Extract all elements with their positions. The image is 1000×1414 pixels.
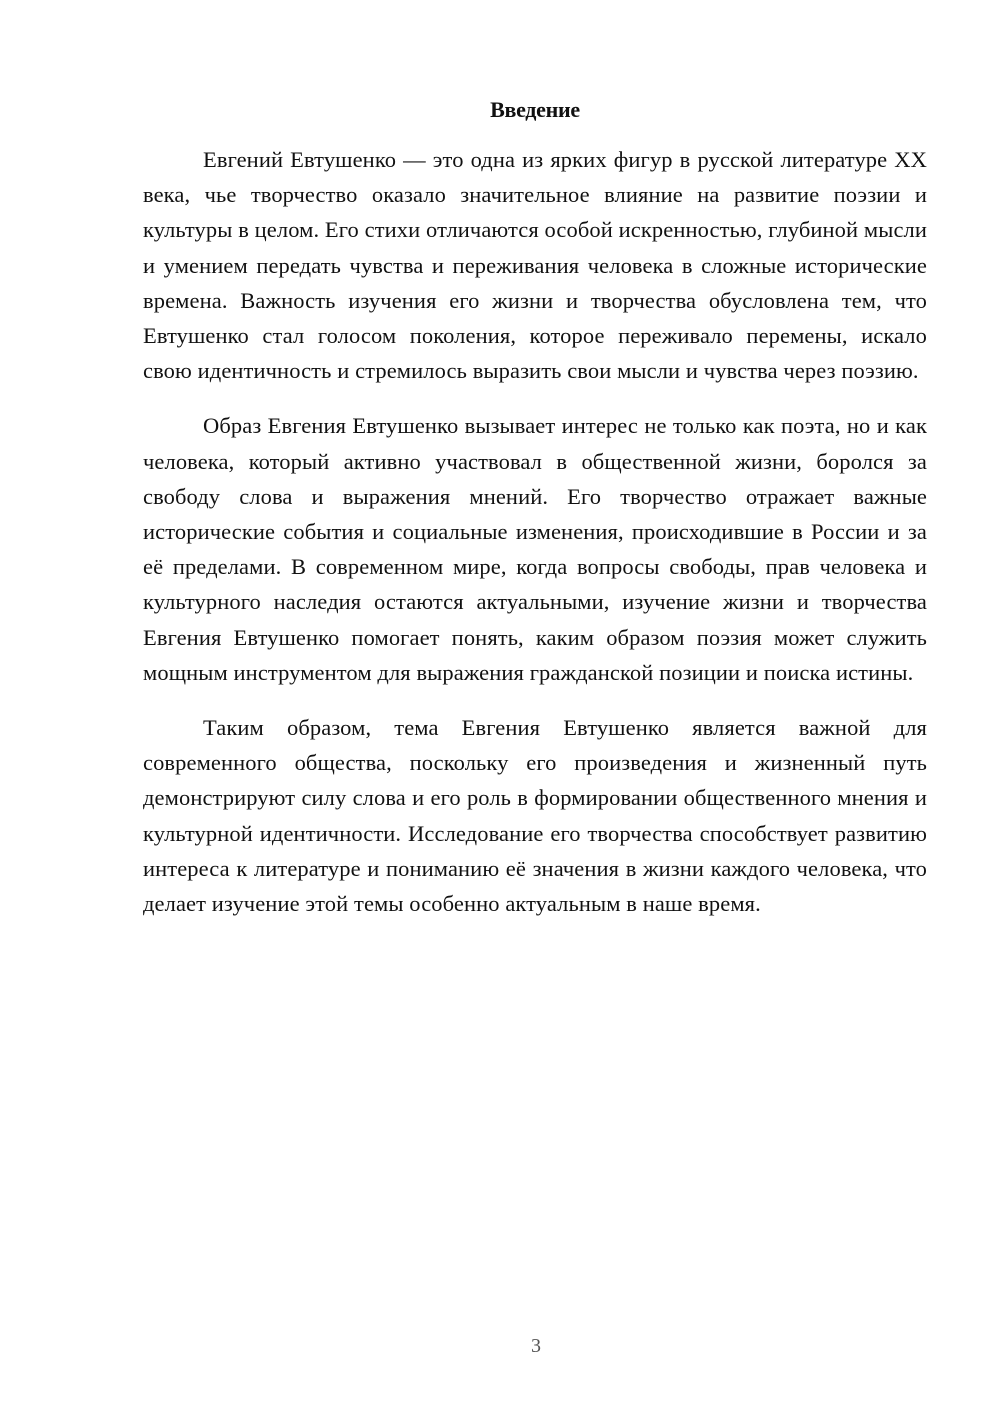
paragraph-2: Образ Евгения Евтушенко вызывает интерес не только как поэта, но и как человека, который активно участвовал в общественной жизни, боролся за свободу слова и выражения мнений. Его творчество отражает важные исторические события и социальные изменения, происходившие в России и за её пределами. В современном мире, когда вопросы свободы, прав человека и культурного наследия остаются актуальными, изучение жизни и творчества Евгения Евтушенко помогает понять, каким образом поэзия может служить мощным инструментом для выражения гражданской позиции и поиска истины.: [143, 413, 927, 685]
section-title: Введение: [490, 97, 580, 122]
page-number: 3: [531, 1335, 541, 1357]
paragraph-3: Таким образом, тема Евгения Евтушенко является важной для современного общества, поскольку его произведения и жизненный путь демонстрируют силу слова и его роль в формировании общественного мнения и культурной идентичности. Исследование его творчества способствует развитию интереса к литературе и пониманию её значения в жизни каждого человека, что делает изучение этой темы особенно актуальным в наше время.: [143, 715, 927, 917]
document-body: [143, 94, 927, 941]
paragraph-1: Евгений Евтушенко — это одна из ярких фигур в русской литературе XX века, чье творчество оказало значительное влияние на развитие поэзии и культуры в целом. Его стихи отличаются особой искренностью, глубиной мысли и умением передать чувства и переживания человека в сложные исторические времена. Важность изучения его жизни и творчества обусловлена тем, что Евтушенко стал голосом поколения, которое переживало перемены, искало свою идентичность и стремилось выразить свои мысли и чувства через поэзию.: [143, 147, 927, 384]
